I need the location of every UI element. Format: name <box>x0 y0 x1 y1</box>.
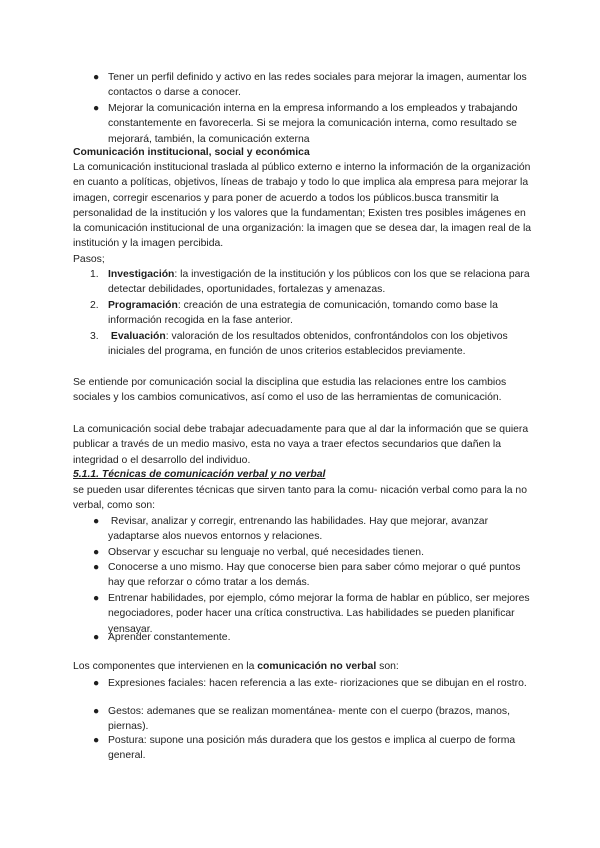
list-item: Expresiones faciales: hacen referencia a las exte- riorizaciones que se dibujan en el rostro. <box>108 678 527 689</box>
list-number: 3. <box>90 331 99 342</box>
list-item: Conocerse a uno mismo. Hay que conocerse bien para saber cómo mejorar o qué puntos hay que reforzar o cómo tratar a los demás. <box>108 562 521 589</box>
subsection-title: 5.1.1. Técnicas de comunicación verbal y no verbal <box>73 469 326 480</box>
bullet-marker: ● <box>93 706 100 717</box>
bullet-marker: ● <box>93 103 100 114</box>
list-number: 1. <box>90 269 99 280</box>
paragraph: Se entiende por comunicación social la disciplina que estudia las relaciones entre los cambios sociales y los cambios comunicativos, así como el uso de las herramientas de comunicación. <box>73 377 507 404</box>
paragraph: Los componentes que intervienen en la comunicación no verbal son: <box>73 661 399 672</box>
bullet-marker: ● <box>93 72 100 83</box>
bullet-marker: ● <box>93 516 100 527</box>
paragraph: se pueden usar diferentes técnicas que sirven tanto para la comu- nicación verbal como para la no verbal, como son: <box>73 485 527 512</box>
list-item: Entrenar habilidades, por ejemplo, cómo mejorar la forma de hablar en público, ser mejores negociadores, poder hacer una crítica constructiva. Las habilidades se pueden planificar yensayar. <box>108 593 530 635</box>
list-number: 2. <box>90 300 99 311</box>
list-item: Mejorar la comunicación interna en la empresa informando a los empleados y trabajando constantemente en favorecerla. Si se mejora la comunicación interna, como resultado se mejorará, también, la comunicación externa <box>108 103 518 145</box>
list-item: Postura: supone una posición más duradera que los gestos e implica al cuerpo de forma general. <box>108 735 516 762</box>
paragraph: La comunicación social debe trabajar adecuadamente para que al dar la información que se quiera publicar a través de un medio masivo, esta no vaya a traer efectos secundarios que dañen la integridad o el desarrollo del individuo. <box>73 424 529 466</box>
list-item: Gestos: ademanes que se realizan momentánea- mente con el cuerpo (brazos, manos, piernas). <box>108 706 510 733</box>
numbered-item: Evaluación: valoración de los resultados obtenidos, confrontándolos con los objetivos iniciales del programa, en función de unos criterios establecidos previamente. <box>108 331 508 358</box>
numbered-item: Investigación: la investigación de la institución y los públicos con los que se relaciona para detectar debilidades, oportunidades, fortalezas y amenazas. <box>108 269 530 296</box>
section-heading: Comunicación institucional, social y económica <box>73 147 310 158</box>
list-item: Revisar, analizar y corregir, entrenando las habilidades. Hay que mejorar, avanzar yadaptarse alos nuevos entornos y relaciones. <box>108 516 489 543</box>
bullet-marker: ● <box>93 562 100 573</box>
bullet-marker: ● <box>93 547 100 558</box>
numbered-item: Programación: creación de una estrategia de comunicación, tomando como base la información recogida en la fase anterior. <box>108 300 498 327</box>
paragraph: La comunicación institucional traslada al público externo e interno la información de la organización en cuanto a políticas, objetivos, líneas de trabajo y todo lo que implica ala empresa para mejorar la imagen, corregir escenarios y para poner de acuerdo a todos los públicos.busca transmitir la personalidad de la institución y los valores que la fundamentan; Existen tres posibles imágenes en la comunicación institucional de una organización: la imagen que se desea dar, la imagen real de la institución y la imagen percibida. <box>73 162 532 250</box>
bullet-marker: ● <box>93 593 100 604</box>
paragraph-label: Pasos; <box>73 254 105 265</box>
bullet-marker: ● <box>93 735 100 746</box>
list-item: Tener un perfil definido y activo en las redes sociales para mejorar la imagen, aumentar los contactos o darse a conocer. <box>108 72 527 99</box>
bullet-marker: ● <box>93 678 100 689</box>
bullet-marker: ● <box>93 632 100 643</box>
list-item: Aprender constantemente. <box>108 632 231 643</box>
list-item: Observar y escuchar su lenguaje no verbal, qué necesidades tienen. <box>108 547 424 558</box>
